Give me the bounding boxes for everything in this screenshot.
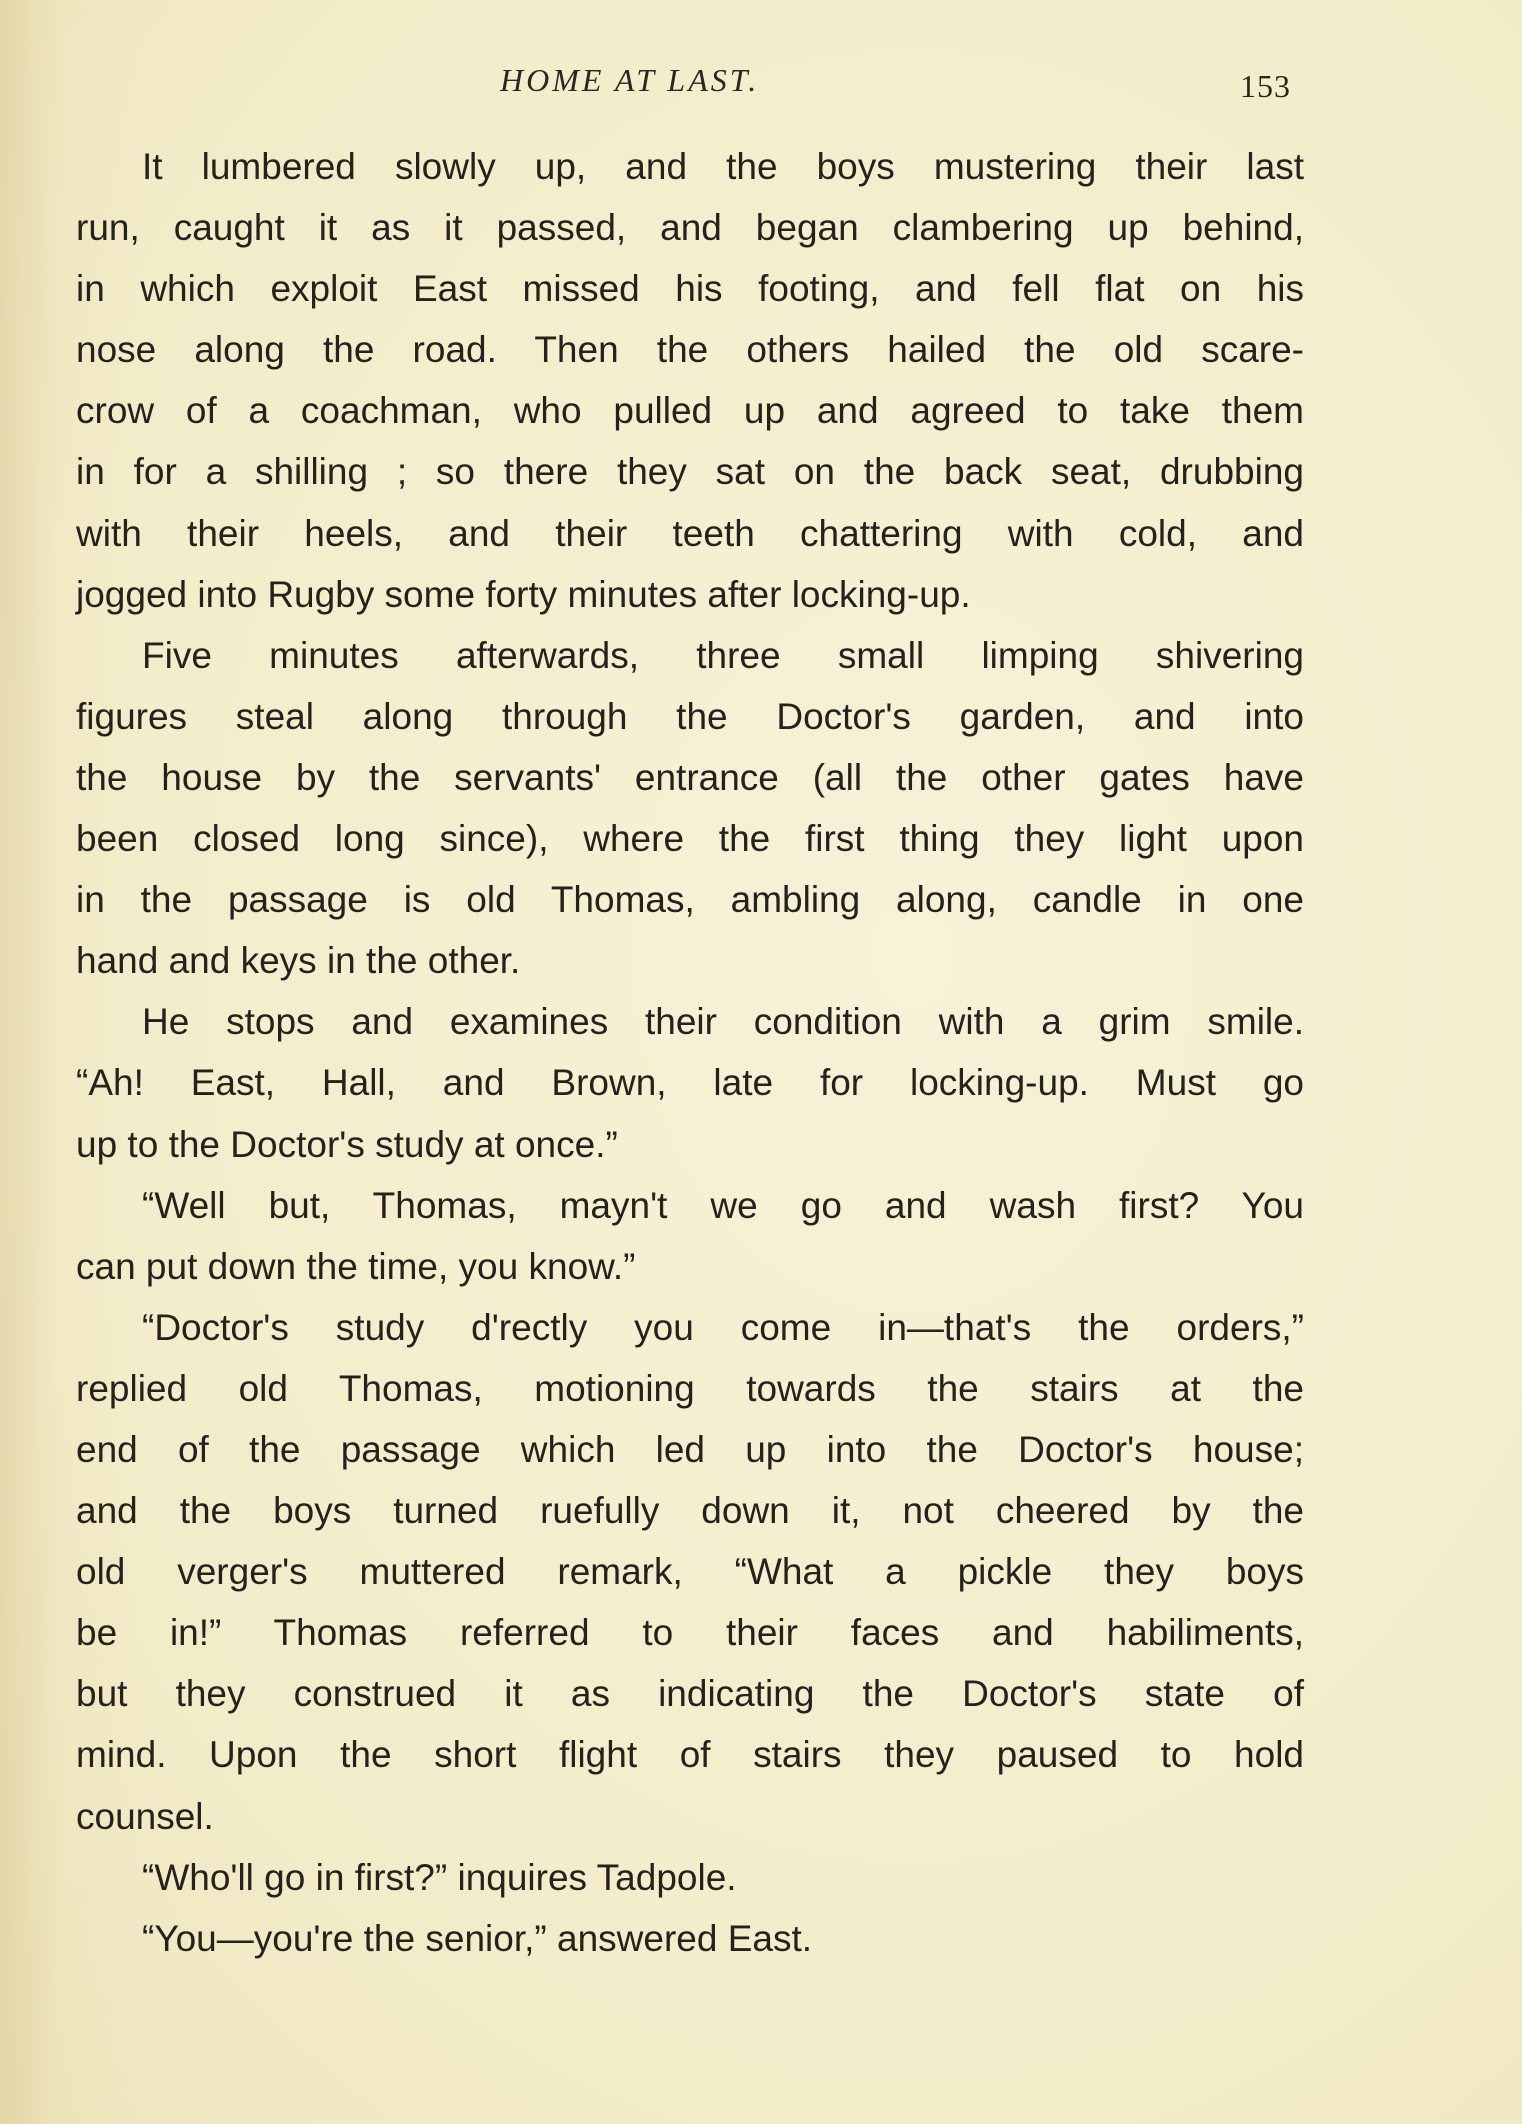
text-line: nose along the road. Then the others hailed the old scare- xyxy=(76,329,1304,371)
text-line: mind. Upon the short flight of stairs they paused to hold xyxy=(76,1734,1304,1776)
text-line: It lumbered slowly up, and the boys mustering their last xyxy=(142,146,1304,187)
text-line: with their heels, and their teeth chattering with cold, and xyxy=(76,512,1304,554)
body-text xyxy=(76,136,1304,1969)
text-line: in which exploit East missed his footing, and fell flat on his xyxy=(76,268,1304,310)
text-line: “You—you're the senior,” answered East. xyxy=(142,1917,813,1959)
page-number: 153 xyxy=(1240,68,1291,104)
text-line: hand and keys in the other. xyxy=(76,940,521,982)
text-line: but they construed it as indicating the Doctor's state of xyxy=(76,1673,1304,1715)
text-line: “Ah! East, Hall, and Brown, late for locking-up. Must go xyxy=(76,1062,1304,1104)
text-line: He stops and examines their condition with a grim smile. xyxy=(142,1001,1304,1043)
page-header xyxy=(0,56,1522,116)
text-line: figures steal along through the Doctor's garden, and into xyxy=(76,695,1304,737)
text-line: old verger's muttered remark, “What a pickle they boys xyxy=(76,1551,1304,1593)
text-line: be in!” Thomas referred to their faces and habiliments, xyxy=(76,1612,1304,1654)
text-line: “Who'll go in first?” inquires Tadpole. xyxy=(142,1856,737,1898)
text-line: jogged into Rugby some forty minutes after locking-up. xyxy=(76,573,971,615)
text-line: crow of a coachman, who pulled up and agreed to take them xyxy=(76,390,1304,432)
text-line: can put down the time, you know.” xyxy=(76,1245,636,1287)
text-line: been closed long since), where the first thing they light upon xyxy=(76,818,1304,860)
text-line: in for a shilling ; so there they sat on the back seat, drubbing xyxy=(76,451,1304,493)
text-line: “Well but, Thomas, mayn't we go and wash first? You xyxy=(142,1184,1304,1226)
text-line: up to the Doctor's study at once.” xyxy=(76,1123,618,1165)
text-line: end of the passage which led up into the Doctor's house; xyxy=(76,1428,1304,1470)
text-line: and the boys turned ruefully down it, not cheered by the xyxy=(76,1490,1304,1532)
running-head: HOME AT LAST. xyxy=(500,62,760,98)
text-line: Five minutes afterwards, three small limping shivering xyxy=(142,634,1304,676)
text-line: replied old Thomas, motioning towards the stairs at the xyxy=(76,1367,1304,1409)
text-line: in the passage is old Thomas, ambling along, candle in one xyxy=(76,879,1304,921)
text-line: run, caught it as it passed, and began clambering up behind, xyxy=(76,207,1304,249)
text-line: counsel. xyxy=(76,1795,214,1837)
text-line: “Doctor's study d'rectly you come in—that's the orders,” xyxy=(142,1306,1304,1348)
text-line: the house by the servants' entrance (all the other gates have xyxy=(76,756,1304,798)
